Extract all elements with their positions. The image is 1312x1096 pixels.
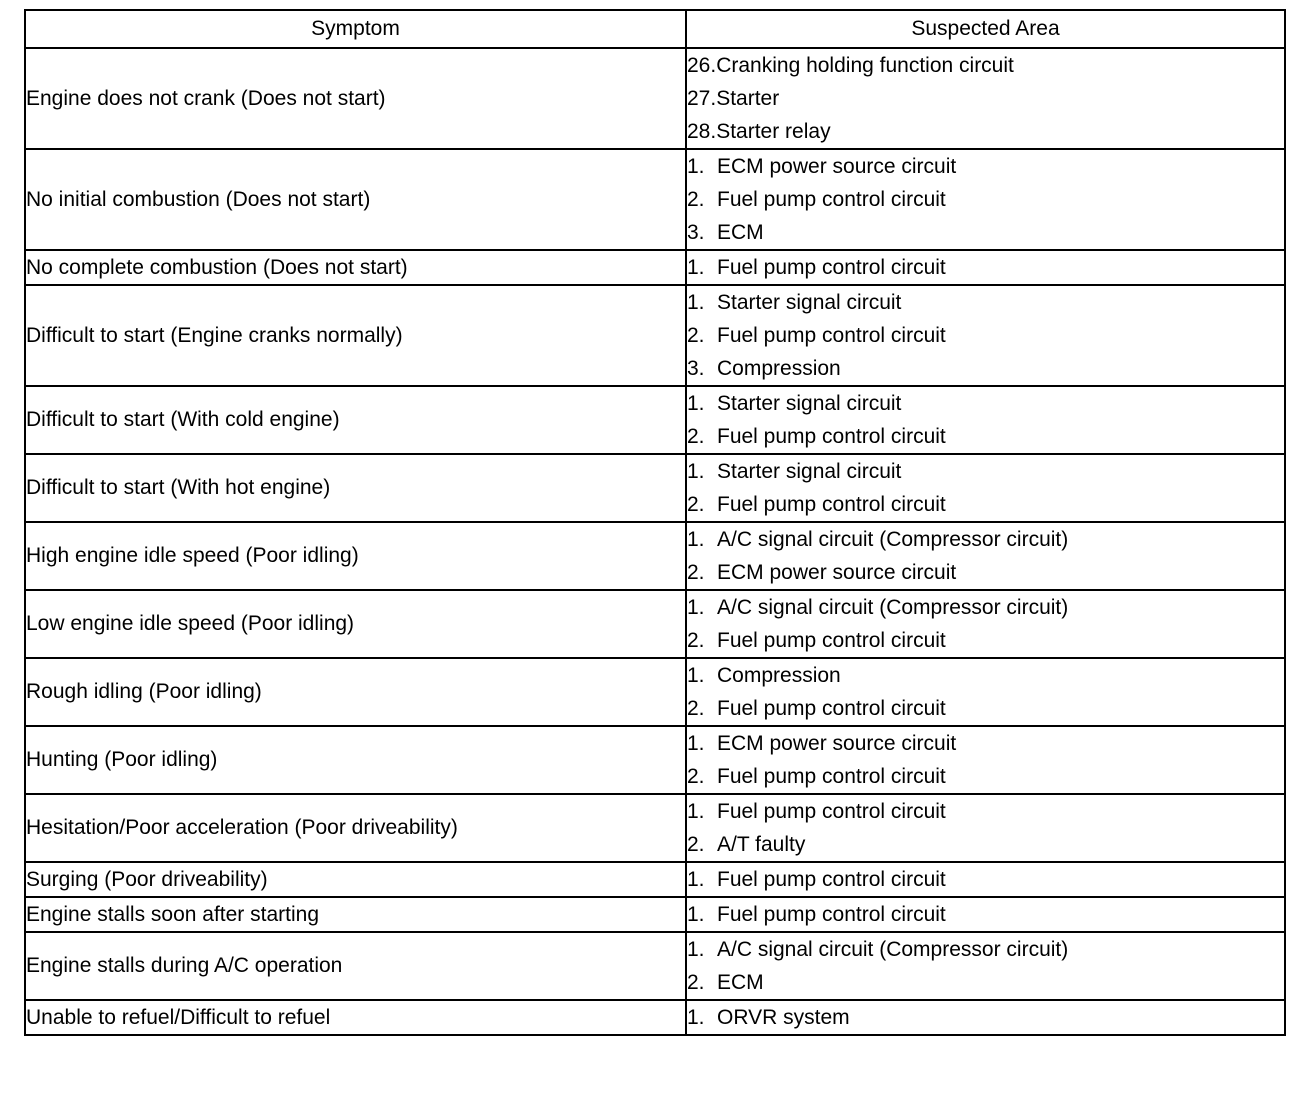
- table-row: [25, 48, 1285, 149]
- item-text: ORVR system: [717, 1005, 850, 1029]
- table-row: [25, 932, 1285, 1000]
- symptom-cell: Unable to refuel/Difficult to refuel: [25, 1000, 686, 1035]
- symptom-cell: Difficult to start (With cold engine): [25, 386, 686, 454]
- suspected-area-item: [687, 591, 1284, 624]
- table-body: [25, 48, 1285, 1035]
- suspected-area-item: [687, 760, 1284, 793]
- item-number: 2.: [687, 970, 705, 994]
- item-text: Starter relay: [716, 119, 831, 143]
- suspected-area-item: [687, 352, 1284, 385]
- item-number: 27.: [687, 86, 717, 110]
- item-number: 2.: [687, 764, 705, 788]
- suspected-area-item: [687, 150, 1284, 183]
- table-row: [25, 149, 1285, 250]
- suspected-area-cell: [686, 932, 1285, 1000]
- suspected-area-item: [687, 556, 1284, 589]
- table-row: [25, 862, 1285, 897]
- item-text: A/T faulty: [717, 832, 806, 856]
- table-row: [25, 454, 1285, 522]
- item-number: 1.: [687, 391, 705, 415]
- suspected-area-item: [687, 624, 1284, 657]
- suspected-area-item: [687, 488, 1284, 521]
- item-number: 1.: [687, 459, 705, 483]
- item-text: Starter: [716, 86, 780, 110]
- item-number: 2.: [687, 424, 705, 448]
- symptom-cell: Engine stalls during A/C operation: [25, 932, 686, 1000]
- item-text: Fuel pump control circuit: [717, 764, 946, 788]
- suspected-area-item: [687, 727, 1284, 760]
- suspected-area-item: [687, 216, 1284, 249]
- table-row: [25, 1000, 1285, 1035]
- item-text: Fuel pump control circuit: [717, 799, 946, 823]
- item-text: Fuel pump control circuit: [717, 323, 946, 347]
- suspected-area-item: [687, 1001, 1284, 1034]
- item-text: Fuel pump control circuit: [717, 424, 946, 448]
- suspected-area-item: [687, 659, 1284, 692]
- item-number: 3.: [687, 220, 705, 244]
- suspected-area-item: [687, 387, 1284, 420]
- suspected-area-item: [687, 455, 1284, 488]
- item-number: 1.: [687, 255, 705, 279]
- item-number: 1.: [687, 867, 705, 891]
- symptom-cell: Engine stalls soon after starting: [25, 897, 686, 932]
- item-number: 2.: [687, 560, 705, 584]
- item-text: Compression: [717, 663, 841, 687]
- suspected-area-item: [687, 523, 1284, 556]
- item-number: 1.: [687, 731, 705, 755]
- suspected-area-cell: [686, 658, 1285, 726]
- suspected-area-cell: [686, 590, 1285, 658]
- suspected-area-item: [687, 863, 1284, 896]
- item-text: Fuel pump control circuit: [717, 902, 946, 926]
- symptom-table: [24, 9, 1286, 1036]
- suspected-area-item: [687, 286, 1284, 319]
- table-row: [25, 658, 1285, 726]
- suspected-area-item: [687, 828, 1284, 861]
- item-number: 1.: [687, 1005, 705, 1029]
- item-number: 2.: [687, 628, 705, 652]
- suspected-area-cell: [686, 726, 1285, 794]
- item-text: ECM power source circuit: [717, 154, 957, 178]
- table-row: [25, 897, 1285, 932]
- item-number: 2.: [687, 323, 705, 347]
- suspected-area-item: [687, 933, 1284, 966]
- item-text: Starter signal circuit: [717, 391, 902, 415]
- item-text: ECM power source circuit: [717, 560, 957, 584]
- item-number: 2.: [687, 832, 705, 856]
- item-text: ECM power source circuit: [717, 731, 957, 755]
- suspected-area-cell: [686, 149, 1285, 250]
- suspected-area-cell: [686, 794, 1285, 862]
- suspected-area-item: [687, 692, 1284, 725]
- symptom-header: Symptom: [25, 10, 686, 48]
- symptom-cell: Rough idling (Poor idling): [25, 658, 686, 726]
- suspected-area-cell: [686, 522, 1285, 590]
- item-text: Fuel pump control circuit: [717, 492, 946, 516]
- suspected-area-item: [687, 82, 1284, 115]
- suspected-area-cell: [686, 454, 1285, 522]
- item-number: 1.: [687, 527, 705, 551]
- suspected-area-item: [687, 251, 1284, 284]
- suspected-area-item: [687, 420, 1284, 453]
- item-text: Starter signal circuit: [717, 459, 902, 483]
- table-row: [25, 726, 1285, 794]
- symptom-cell: Surging (Poor driveability): [25, 862, 686, 897]
- symptom-cell: Low engine idle speed (Poor idling): [25, 590, 686, 658]
- item-text: A/C signal circuit (Compressor circuit): [717, 937, 1069, 961]
- symptom-cell: Difficult to start (With hot engine): [25, 454, 686, 522]
- symptom-cell: High engine idle speed (Poor idling): [25, 522, 686, 590]
- item-number: 1.: [687, 937, 705, 961]
- suspected-area-cell: [686, 48, 1285, 149]
- item-number: 2.: [687, 696, 705, 720]
- table-row: [25, 250, 1285, 285]
- suspected-area-item: [687, 898, 1284, 931]
- suspected-area-cell: [686, 285, 1285, 386]
- suspected-area-item: [687, 49, 1284, 82]
- symptom-cell: Engine does not crank (Does not start): [25, 48, 686, 149]
- symptom-cell: Difficult to start (Engine cranks normally): [25, 285, 686, 386]
- suspected-area-item: [687, 966, 1284, 999]
- table-row: [25, 522, 1285, 590]
- item-text: Compression: [717, 356, 841, 380]
- item-text: A/C signal circuit (Compressor circuit): [717, 595, 1069, 619]
- item-text: Starter signal circuit: [717, 290, 902, 314]
- item-text: ECM: [717, 220, 764, 244]
- item-text: Cranking holding function circuit: [716, 53, 1014, 77]
- table-row: [25, 590, 1285, 658]
- suspected-area-cell: [686, 1000, 1285, 1035]
- table-row: [25, 794, 1285, 862]
- item-text: ECM: [717, 970, 764, 994]
- item-number: 2.: [687, 187, 705, 211]
- symptom-cell: Hunting (Poor idling): [25, 726, 686, 794]
- suspected-area-cell: [686, 897, 1285, 932]
- item-number: 26.: [687, 53, 717, 77]
- suspected-area-item: [687, 319, 1284, 352]
- symptom-cell: No complete combustion (Does not start): [25, 250, 686, 285]
- item-number: 1.: [687, 595, 705, 619]
- suspected-area-cell: [686, 250, 1285, 285]
- symptom-cell: Hesitation/Poor acceleration (Poor driveability): [25, 794, 686, 862]
- item-text: A/C signal circuit (Compressor circuit): [717, 527, 1069, 551]
- item-number: 1.: [687, 290, 705, 314]
- suspected-area-item: [687, 115, 1284, 148]
- item-text: Fuel pump control circuit: [717, 696, 946, 720]
- suspected-area-item: [687, 795, 1284, 828]
- item-number: 2.: [687, 492, 705, 516]
- suspected-area-cell: [686, 386, 1285, 454]
- item-number: 1.: [687, 799, 705, 823]
- item-text: Fuel pump control circuit: [717, 187, 946, 211]
- item-text: Fuel pump control circuit: [717, 255, 946, 279]
- item-text: Fuel pump control circuit: [717, 867, 946, 891]
- table-row: [25, 285, 1285, 386]
- suspected-area-header: Suspected Area: [686, 10, 1285, 48]
- suspected-area-cell: [686, 862, 1285, 897]
- item-number: 28.: [687, 119, 717, 143]
- item-number: 1.: [687, 663, 705, 687]
- item-text: Fuel pump control circuit: [717, 628, 946, 652]
- header-row: [25, 10, 1285, 48]
- item-number: 1.: [687, 154, 705, 178]
- table-row: [25, 386, 1285, 454]
- symptom-cell: No initial combustion (Does not start): [25, 149, 686, 250]
- suspected-area-item: [687, 183, 1284, 216]
- item-number: 3.: [687, 356, 705, 380]
- item-number: 1.: [687, 902, 705, 926]
